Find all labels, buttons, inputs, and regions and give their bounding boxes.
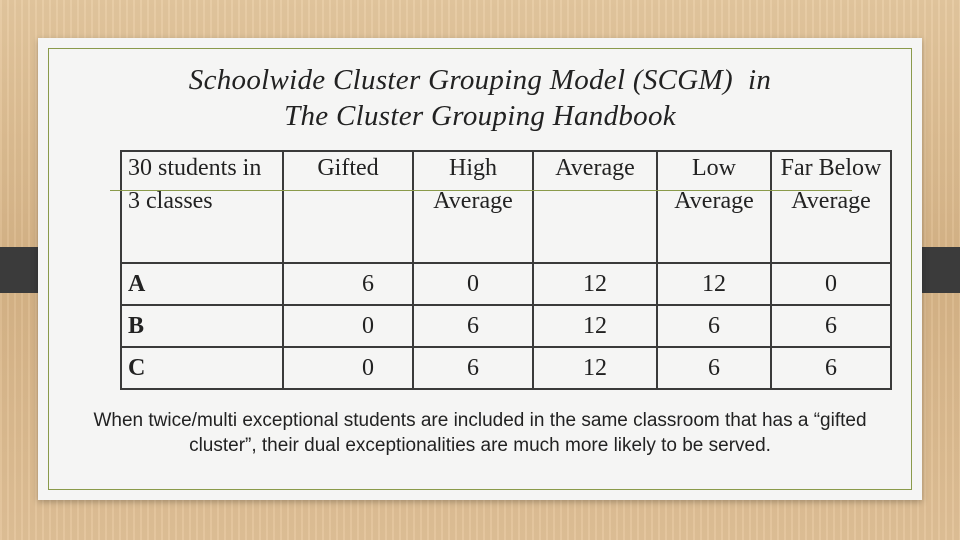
table-cell: 6	[413, 305, 533, 347]
table-cell: 6	[771, 305, 891, 347]
table-cell: 6	[283, 263, 413, 305]
table-cell: 6	[657, 305, 771, 347]
table-cell: 0	[283, 347, 413, 389]
cluster-table	[120, 150, 892, 390]
table-cell: 12	[533, 347, 657, 389]
header-divider	[110, 190, 852, 191]
table-cell: 6	[771, 347, 891, 389]
table-cell: 6	[657, 347, 771, 389]
header-students: 30 students in 3 classes	[121, 151, 283, 263]
row-label: A	[121, 263, 283, 305]
table-row	[121, 347, 891, 389]
title-line-2: The Cluster Grouping Handbook	[284, 100, 676, 132]
slide-title	[38, 62, 922, 134]
table-cell: 0	[413, 263, 533, 305]
row-label: B	[121, 305, 283, 347]
table-header-row	[121, 151, 891, 263]
table-cell: 12	[657, 263, 771, 305]
header-high-average: High Average	[413, 151, 533, 263]
header-low-average: Low Average	[657, 151, 771, 263]
table-cell: 0	[283, 305, 413, 347]
table-cell: 12	[533, 305, 657, 347]
header-gifted: Gifted	[283, 151, 413, 263]
table-cell: 12	[533, 263, 657, 305]
row-label: C	[121, 347, 283, 389]
table-cell: 6	[413, 347, 533, 389]
caption-text: When twice/multi exceptional students are included in the same classroom that has a “gifted cluster”, their dual exceptionalities are much more likely to be served.	[93, 410, 867, 456]
title-line-1: Schoolwide Cluster Grouping Model (SCGM) in	[188, 64, 772, 96]
table-row	[121, 263, 891, 305]
header-far-below-average: Far Below Average	[771, 151, 891, 263]
header-average: Average	[533, 151, 657, 263]
table-cell: 0	[771, 263, 891, 305]
table-row	[121, 305, 891, 347]
